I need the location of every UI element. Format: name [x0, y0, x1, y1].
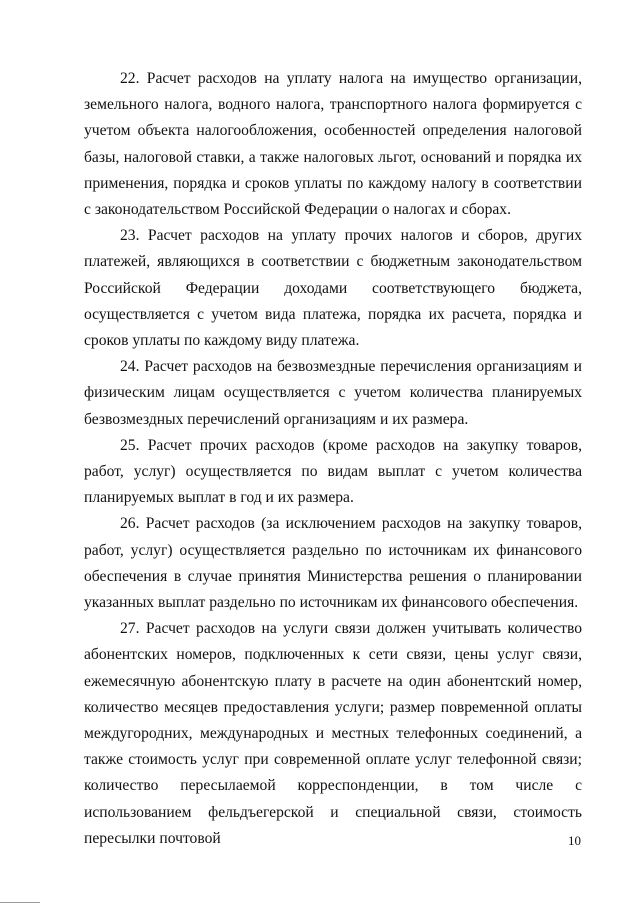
scan-edge-line — [0, 902, 40, 903]
paragraph-26: 26. Расчет расходов (за исключением расходов на закупку товаров, работ, услуг) осуществляется раздельно по источникам их финансового обеспечения в случае принятия Министерства решения о планировании указанных выплат раздельно по источникам их финансового обеспечения. — [84, 515, 582, 612]
paragraph-23: 23. Расчет расходов на уплату прочих налогов и сборов, других платежей, являющихся в соответствии с бюджетным законодательством Российской Федерации доходами соответствующего бюджета, осуществляется с учетом вида платежа, порядка их расчета, порядка и сроков уплаты по каждому виду платежа. — [84, 227, 582, 350]
page-number: 10 — [568, 833, 581, 848]
paragraph-24: 24. Расчет расходов на безвозмездные перечисления организациям и физическим лицам осуществляется с учетом количества планируемых безвозмездных перечислений организациям и их размера. — [84, 358, 582, 428]
paragraph-27: 27. Расчет расходов на услуги связи должен учитывать количество абонентских номеров, подключенных к сети связи, цены услуг связи, ежемесячную абонентскую плату в расчете на один абонентский номер, количество месяцев предоставления услуги; размер повременной оплаты междугородних, международных и местных телефонных соединений, а также стоимость услуг при современной оплате услуг телефонной связи; количество пересылаемой корреспонденции, в том числе с использованием фельдъегерской и специальной связи, стоимость пересылки почтовой — [84, 620, 582, 847]
paragraph-22: 22. Расчет расходов на уплату налога на имущество организации, земельного налога, водного налога, транспортного налога формируется с учетом объекта налогообложения, особенностей определения налоговой базы, налоговой ставки, а также налоговых льгот, оснований и порядка их применения, порядка и сроков уплаты по каждому налогу в соответствии с законодательством Российской Федерации о налогах и сборах. — [84, 70, 582, 219]
body-text — [84, 66, 582, 852]
paragraph-25: 25. Расчет прочих расходов (кроме расходов на закупку товаров, работ, услуг) осуществляется по видам выплат с учетом количества планируемых выплат в год и их размера. — [84, 436, 582, 507]
